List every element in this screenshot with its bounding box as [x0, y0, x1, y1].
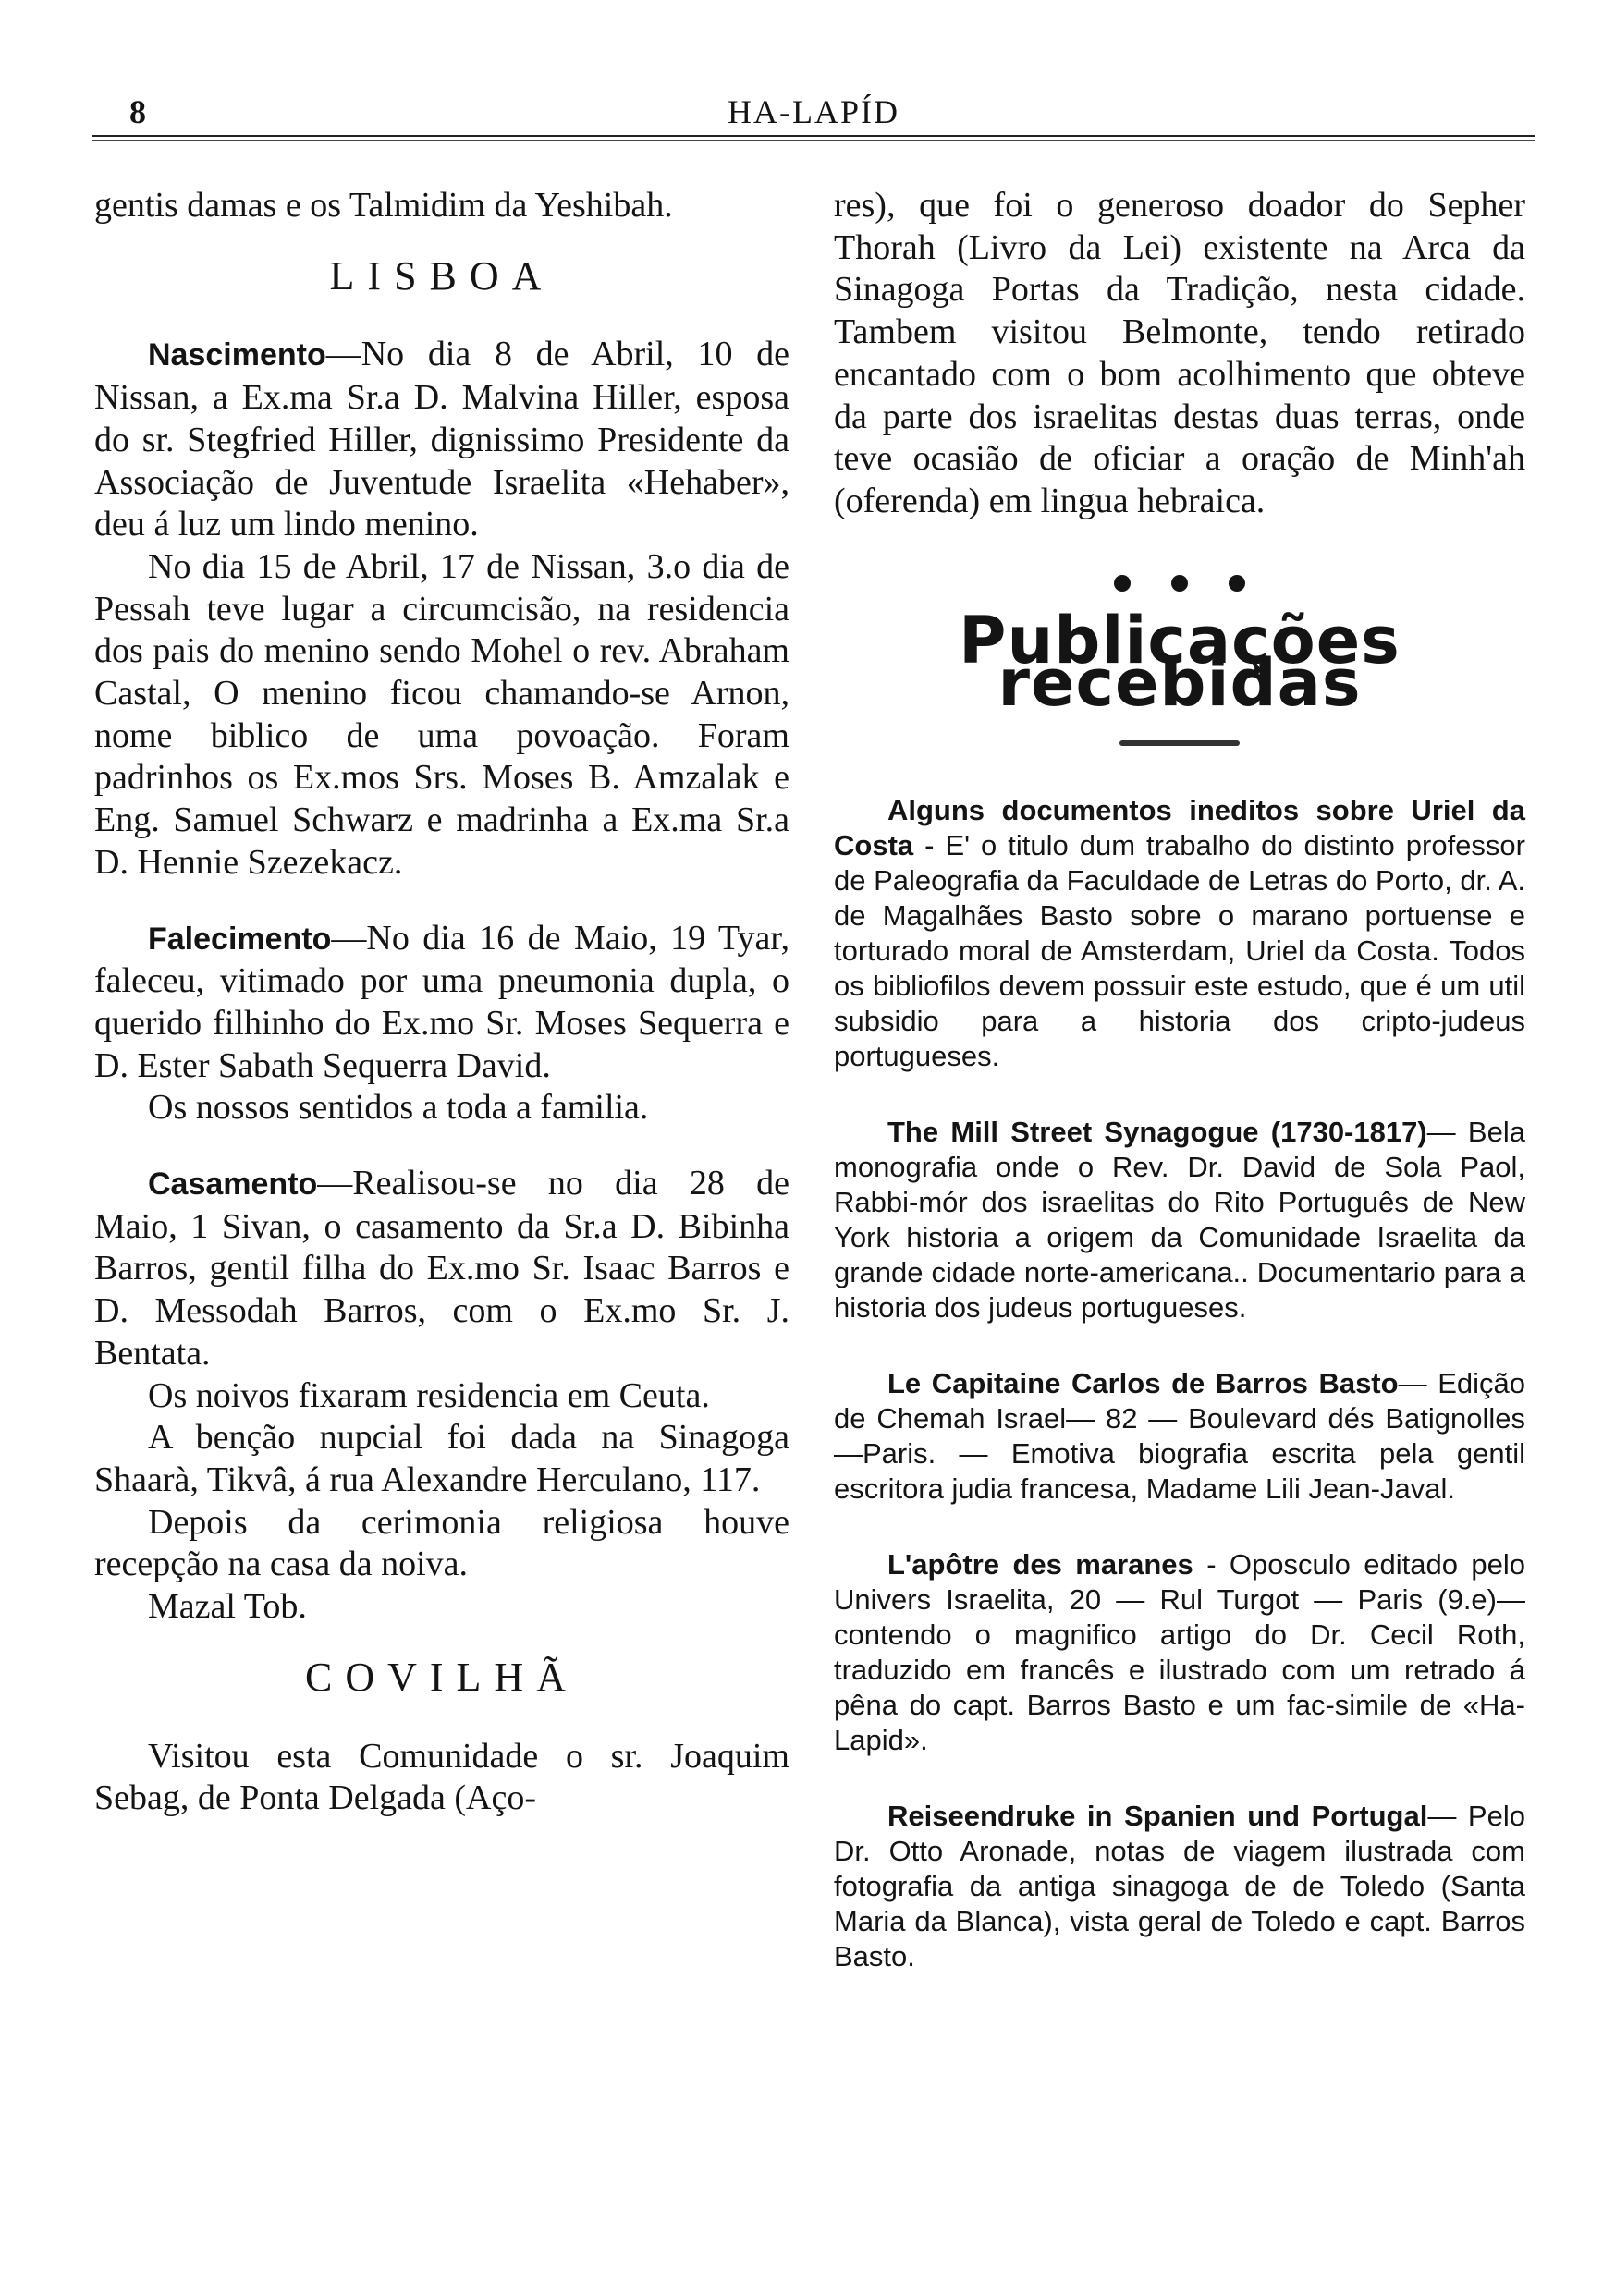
- falecimento-text: —No dia 16 de Maio, 19 Tyar, faleceu, vitimado por uma pneumonia dupla, o querido filhinho do Ex.mo Sr. Moses Sequerra e D. Ester Sabath Sequerra David.: [94, 918, 789, 1085]
- casamento-text: —Realisou-se no dia 28 de Maio, 1 Sivan, o casamento da Sr.a D. Bibinha Barros, gentil filha do Ex.mo Sr. Isaac Barros e D. Messodah Barros, com o Ex.mo Sr. J. Bentata.: [94, 1164, 789, 1373]
- falecimento-paragraph: [94, 918, 789, 1088]
- publication-entry: [834, 1547, 1525, 1758]
- publicacoes-heading: Publicações recebidas: [959, 603, 1401, 722]
- section-divider-dots: [834, 560, 1525, 603]
- covilha-paragraph: Visitou esta Comunidade o sr. Joaquim Sebag, de Ponta Delgada (Aço-: [94, 1736, 789, 1818]
- publication-text: — Bela monografia onde o Rev. Dr. David de Sola Paol, Rabbi-mór dos israelitas do Rito Português de New York historia a origem da Comunidade Israelita da grande cidade norte-americana.. Documentario para a historia dos judeus portugueses.: [834, 1116, 1525, 1325]
- ornament-icon: [1119, 740, 1240, 746]
- publication-text: — Edição de Chemah Israel— 82 — Boulevard dés Batignolles—Paris. — Emotiva biografia escrita pela gentil escritora judia francesa, Madame Lili Jean-Javal.: [834, 1367, 1525, 1506]
- covilha-section-title: COVILHÃ: [305, 1654, 579, 1700]
- right-column: [834, 185, 1525, 2015]
- running-title: HA-LAPÍD: [728, 93, 899, 130]
- publication-text: - E' o titulo dum trabalho do distinto professor de Paleografia da Faculdade de Letras do Porto, dr. A. de Magalhães Basto sobre o marano portuense e torturado moral de Amsterdam, Uriel da Costa. Todos os bibliofilos devem possuir este estudo, que é um util subsidio para a historia dos cripto-judeus portugueses.: [834, 829, 1525, 1073]
- publication-title: Le Capitaine Carlos de Barros Basto: [887, 1367, 1399, 1400]
- publication-title: The Mill Street Synagogue (1730-1817): [887, 1116, 1427, 1149]
- page-header: [92, 92, 1535, 139]
- casamento-paragraph-3: A benção nupcial foi dada na Sinagoga Shaarà, Tikvâ, á rua Alexandre Herculano, 117.: [94, 1418, 789, 1499]
- publication-text: - Oposculo editado pelo Univers Israelita, 20 — Rul Turgot — Paris (9.e)—contendo o magnifico artigo do Dr. Cecil Roth, traduzido em francês e ilustrado com um retrado á pêna do capt. Barros Basto e um fac-simile de «Ha-Lapid».: [834, 1548, 1525, 1757]
- casamento-paragraph-5: Mazal Tob.: [148, 1587, 307, 1627]
- left-column: [94, 185, 789, 1820]
- nascimento-paragraph-2: No dia 15 de Abril, 17 de Nissan, 3.o dia de Pessah teve lugar a circumcisão, na residencia dos pais do menino sendo Mohel o rev. Abraham Castal, O menino ficou chamando-se Arnon, nome biblico de uma povoação. Foram padrinhos os Ex.mos Srs. Moses B. Amzalak e Eng. Samuel Schwarz e madrinha a Ex.ma Sr.a D. Hennie Szezekacz.: [94, 546, 789, 882]
- publication-title: Reiseendruke in Spanien und Portugal: [887, 1800, 1428, 1833]
- bullet-icon: [1171, 575, 1188, 592]
- casamento-paragraph-4: Depois da cerimonia religiosa houve recepção na casa da noiva.: [94, 1502, 789, 1584]
- header-rule: [92, 135, 1535, 137]
- spacer: [94, 885, 789, 918]
- publication-title: Alguns documentos ineditos sobre Uriel da Costa: [834, 794, 1525, 862]
- nascimento-text: —No dia 8 de Abril, 10 de Nissan, a Ex.ma Sr.a D. Malvina Hiller, esposa do sr. Stegfried Hiller, dignissimo Presidente da Associação de Juventude Israelita «Hehaber», deu á luz um lindo menino.: [94, 335, 789, 544]
- lisboa-section-title: LISBOA: [329, 252, 555, 299]
- covilha-continuation: res), que foi o generoso doador do Sepher Thorah (Livro da Lei) existente na Arca da Sinagoga Portas da Tradição, nesta cidade. Tambem visitou Belmonte, tendo retirado encantado com o bom acolhimento que obteve da parte dos israelitas destas duas terras, onde teve ocasião de oficiar a oração de Minh'ah (oferenda) em lingua hebraica.: [834, 186, 1525, 520]
- casamento-label: Casamento: [148, 1166, 318, 1203]
- intro-paragraph: gentis damas e os Talmidim da Yeshibah.: [94, 186, 673, 225]
- publication-entry: [834, 1366, 1525, 1507]
- bullet-icon: [1229, 575, 1245, 592]
- page-number: 8: [129, 93, 146, 130]
- publication-entry: [834, 1115, 1525, 1325]
- publication-entry: [834, 793, 1525, 1074]
- nascimento-label: Nascimento: [148, 337, 326, 373]
- header-rule-thin: [92, 140, 1535, 141]
- falecimento-paragraph-2: Os nossos sentidos a toda a familia.: [148, 1088, 649, 1128]
- nascimento-paragraph: [94, 334, 789, 546]
- publication-entry: [834, 1799, 1525, 1974]
- spacer: [94, 1130, 789, 1163]
- falecimento-label: Falecimento: [148, 921, 332, 957]
- publication-title: L'apôtre des maranes: [887, 1548, 1193, 1582]
- casamento-paragraph-2: Os noivos fixaram residencia em Ceuta.: [148, 1375, 710, 1415]
- bullet-icon: [1114, 575, 1131, 592]
- publication-text: — Pelo Dr. Otto Aronade, notas de viagem ilustrada com fotografia da antiga sinagoga de de Toledo (Santa Maria da Blanca), vista geral de Toledo e capt. Barros Basto.: [834, 1800, 1525, 1973]
- casamento-paragraph: [94, 1163, 789, 1375]
- ornament-rule: [834, 714, 1525, 757]
